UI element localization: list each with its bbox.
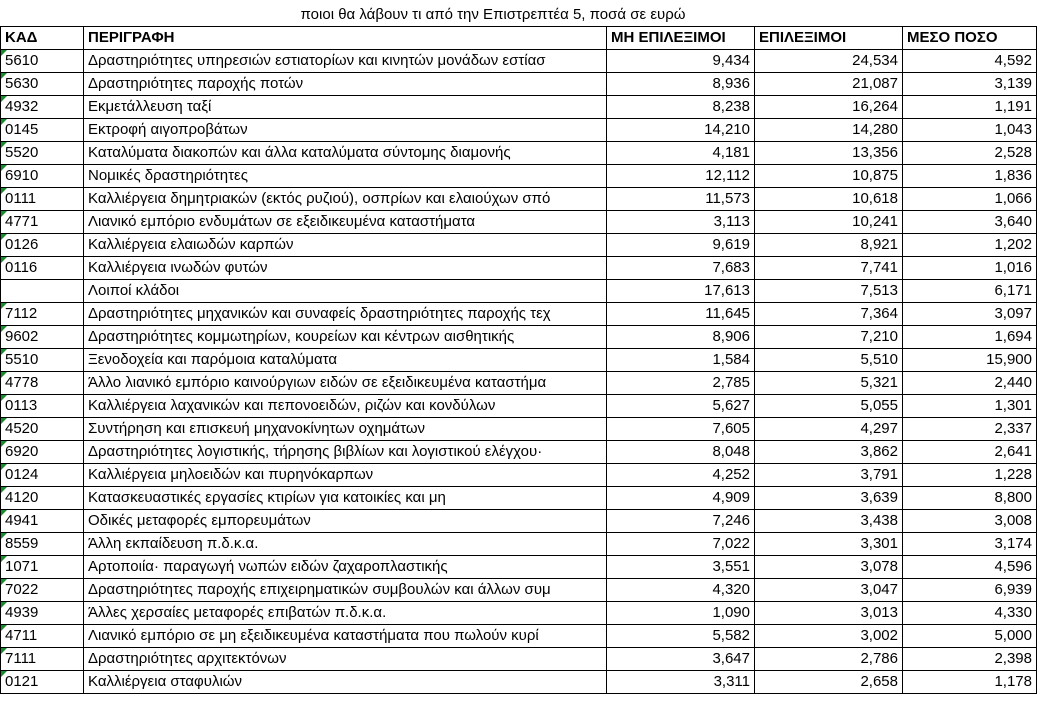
cell-eligible[interactable]: 3,002 [755,625,903,648]
cell-avg-amount[interactable]: 2,337 [903,418,1037,441]
cell-kad-text: 0121 [5,673,39,690]
cell-not-eligible[interactable]: 3,647 [607,648,755,671]
cell-not-eligible[interactable]: 4,181 [607,142,755,165]
cell-description[interactable]: Δραστηριότητες μηχανικών και συναφείς δραστηριότητες παροχής τεχ [84,303,607,326]
cell-kad[interactable] [1,395,84,418]
cell-eligible[interactable]: 3,438 [755,510,903,533]
cell-kad[interactable] [1,96,84,119]
number-as-text-indicator-icon [1,165,7,171]
number-as-text-indicator-icon [1,96,7,102]
cell-not-eligible[interactable]: 1,584 [607,349,755,372]
cell-description[interactable]: Συντήρηση και επισκευή μηχανοκίνητων οχημάτων [84,418,607,441]
number-as-text-indicator-icon [1,142,7,148]
cell-not-eligible[interactable]: 3,311 [607,671,755,694]
cell-kad-text: 5630 [5,75,39,92]
cell-not-eligible[interactable]: 8,048 [607,441,755,464]
cell-kad[interactable] [1,648,84,671]
cell-not-eligible[interactable]: 4,909 [607,487,755,510]
number-as-text-indicator-icon [1,487,7,493]
cell-avg-amount[interactable]: 1,228 [903,464,1037,487]
number-as-text-indicator-icon [1,303,7,309]
cell-kad[interactable] [1,625,84,648]
cell-not-eligible[interactable]: 17,613 [607,280,755,303]
table-row [1,349,1037,372]
cell-eligible[interactable]: 10,875 [755,165,903,188]
cell-avg-amount[interactable]: 1,202 [903,234,1037,257]
cell-avg-amount[interactable]: 2,440 [903,372,1037,395]
table-row [1,533,1037,556]
cell-avg-amount[interactable]: 3,139 [903,73,1037,96]
cell-kad[interactable] [1,533,84,556]
cell-eligible[interactable]: 3,013 [755,602,903,625]
table-row [1,510,1037,533]
cell-avg-amount[interactable]: 8,800 [903,487,1037,510]
cell-description[interactable]: Λιανικό εμπόριο ενδυμάτων σε εξειδικευμένα καταστήματα [84,211,607,234]
cell-eligible[interactable]: 21,087 [755,73,903,96]
cell-description[interactable]: Ξενοδοχεία και παρόμοια καταλύματα [84,349,607,372]
cell-kad-text: 1071 [5,558,39,575]
cell-eligible[interactable]: 3,301 [755,533,903,556]
cell-not-eligible[interactable]: 4,320 [607,579,755,602]
header-avg-amount[interactable]: ΜΕΣΟ ΠΟΣΟ [903,27,1037,50]
header-not-eligible[interactable]: ΜΗ ΕΠΙΛΕΞΙΜΟΙ [607,27,755,50]
cell-avg-amount[interactable]: 6,939 [903,579,1037,602]
cell-avg-amount[interactable]: 3,174 [903,533,1037,556]
cell-kad[interactable] [1,73,84,96]
cell-eligible[interactable]: 3,639 [755,487,903,510]
table-row [1,556,1037,579]
cell-eligible[interactable]: 10,618 [755,188,903,211]
cell-kad[interactable] [1,671,84,694]
number-as-text-indicator-icon [1,602,7,608]
cell-eligible[interactable]: 3,791 [755,464,903,487]
cell-eligible[interactable]: 3,078 [755,556,903,579]
table-row [1,303,1037,326]
cell-kad-text: 4932 [5,98,39,115]
number-as-text-indicator-icon [1,648,7,654]
cell-not-eligible[interactable]: 3,113 [607,211,755,234]
cell-description[interactable]: Εκτροφή αιγοπροβάτων [84,119,607,142]
cell-kad[interactable] [1,349,84,372]
cell-description[interactable]: Αρτοποιία· παραγωγή νωπών ειδών ζαχαροπλαστικής [84,556,607,579]
cell-avg-amount[interactable]: 4,592 [903,50,1037,73]
table-row [1,142,1037,165]
cell-kad-text: 4941 [5,512,39,529]
cell-kad-text: 0145 [5,121,39,138]
cell-kad[interactable] [1,510,84,533]
cell-kad-text: 5610 [5,52,39,69]
cell-kad-text: 9602 [5,328,39,345]
number-as-text-indicator-icon [1,188,7,194]
cell-not-eligible[interactable]: 3,551 [607,556,755,579]
number-as-text-indicator-icon [1,533,7,539]
cell-avg-amount[interactable]: 1,178 [903,671,1037,694]
table-row [1,464,1037,487]
table-row [1,188,1037,211]
cell-kad-text: 4120 [5,489,39,506]
header-description[interactable]: ΠΕΡΙΓΡΑΦΗ [84,27,607,50]
table-row [1,234,1037,257]
cell-eligible[interactable]: 3,862 [755,441,903,464]
cell-kad-text: 6910 [5,167,39,184]
cell-avg-amount[interactable]: 2,528 [903,142,1037,165]
cell-description[interactable]: Καλλιέργεια δημητριακών (εκτός ρυζιού), οσπρίων και ελαιούχων σπό [84,188,607,211]
cell-avg-amount[interactable]: 3,008 [903,510,1037,533]
cell-avg-amount[interactable]: 4,596 [903,556,1037,579]
number-as-text-indicator-icon [1,50,7,56]
cell-kad-text: 0124 [5,466,39,483]
table-row [1,73,1037,96]
cell-description[interactable]: Κατασκευαστικές εργασίες κτιρίων για κατοικίες και μη [84,487,607,510]
cell-eligible[interactable]: 7,210 [755,326,903,349]
cell-eligible[interactable]: 7,513 [755,280,903,303]
cell-eligible[interactable]: 10,241 [755,211,903,234]
cell-avg-amount[interactable]: 6,171 [903,280,1037,303]
cell-avg-amount[interactable]: 1,694 [903,326,1037,349]
cell-description[interactable]: Εκμετάλλευση ταξί [84,96,607,119]
cell-kad[interactable] [1,234,84,257]
cell-eligible[interactable]: 2,658 [755,671,903,694]
cell-kad[interactable] [1,280,84,303]
cell-avg-amount[interactable]: 1,043 [903,119,1037,142]
number-as-text-indicator-icon [1,211,7,217]
cell-avg-amount[interactable]: 2,641 [903,441,1037,464]
number-as-text-indicator-icon [1,395,7,401]
table-row [1,372,1037,395]
cell-description[interactable]: Άλλο λιανικό εμπόριο καινούργιων ειδών σε εξειδικευμένα καταστήμα [84,372,607,395]
cell-avg-amount[interactable]: 1,016 [903,257,1037,280]
cell-not-eligible[interactable]: 8,906 [607,326,755,349]
table-row [1,487,1037,510]
cell-description[interactable]: Δραστηριότητες αρχιτεκτόνων [84,648,607,671]
cell-eligible[interactable]: 8,921 [755,234,903,257]
cell-description[interactable]: Δραστηριότητες παροχής ποτών [84,73,607,96]
cell-description[interactable]: Καλλιέργεια ινωδών φυτών [84,257,607,280]
cell-kad-text: 8559 [5,535,39,552]
number-as-text-indicator-icon [1,579,7,585]
cell-kad-text: 7022 [5,581,39,598]
table-row [1,395,1037,418]
cell-description[interactable]: Νομικές δραστηριότητες [84,165,607,188]
cell-kad-text: 4711 [5,627,38,644]
cell-not-eligible[interactable]: 4,252 [607,464,755,487]
cell-kad[interactable] [1,602,84,625]
cell-eligible[interactable]: 2,786 [755,648,903,671]
cell-not-eligible[interactable]: 7,605 [607,418,755,441]
cell-eligible[interactable]: 5,321 [755,372,903,395]
cell-kad-text: 0111 [5,190,37,207]
cell-description[interactable]: Άλλη εκπαίδευση π.δ.κ.α. [84,533,607,556]
cell-kad-text: 5520 [5,144,39,161]
cell-not-eligible[interactable]: 8,936 [607,73,755,96]
cell-not-eligible[interactable]: 11,573 [607,188,755,211]
cell-not-eligible[interactable]: 12,112 [607,165,755,188]
cell-kad-text: 4939 [5,604,39,621]
number-as-text-indicator-icon [1,418,7,424]
cell-kad[interactable] [1,119,84,142]
cell-description[interactable]: Άλλες χερσαίες μεταφορές επιβατών π.δ.κ.α. [84,602,607,625]
cell-not-eligible[interactable]: 5,582 [607,625,755,648]
table-row [1,50,1037,73]
number-as-text-indicator-icon [1,349,7,355]
cell-description[interactable]: Δραστηριότητες λογιστικής, τήρησης βιβλίων και λογιστικού ελέγχου· [84,441,607,464]
cell-kad-text: 7112 [5,305,38,322]
cell-kad[interactable] [1,165,84,188]
table-row [1,625,1037,648]
cell-kad[interactable] [1,257,84,280]
cell-not-eligible[interactable]: 8,238 [607,96,755,119]
cell-avg-amount[interactable]: 1,191 [903,96,1037,119]
table-row [1,211,1037,234]
cell-avg-amount[interactable]: 5,000 [903,625,1037,648]
table-row [1,119,1037,142]
number-as-text-indicator-icon [1,372,7,378]
header-row [1,27,1037,50]
cell-kad[interactable] [1,372,84,395]
cell-not-eligible[interactable]: 5,627 [607,395,755,418]
number-as-text-indicator-icon [1,441,7,447]
cell-description[interactable]: Λοιποί κλάδοι [84,280,607,303]
cell-kad-text: 6920 [5,443,39,460]
cell-kad[interactable] [1,464,84,487]
cell-avg-amount[interactable]: 4,330 [903,602,1037,625]
number-as-text-indicator-icon [1,119,7,125]
table-row [1,579,1037,602]
sheet-title: ποιοι θα λάβουν τι από την Επιστρεπτέα 5, ποσά σε ευρώ [300,6,686,23]
cell-kad[interactable] [1,142,84,165]
cell-kad[interactable] [1,487,84,510]
cell-kad-text: 4520 [5,420,39,437]
table-row [1,648,1037,671]
number-as-text-indicator-icon [1,671,7,677]
cell-avg-amount[interactable]: 1,066 [903,188,1037,211]
cell-description[interactable]: Οδικές μεταφορές εμπορευμάτων [84,510,607,533]
cell-not-eligible[interactable]: 9,434 [607,50,755,73]
cell-eligible[interactable]: 14,280 [755,119,903,142]
cell-eligible[interactable]: 7,364 [755,303,903,326]
table-row [1,257,1037,280]
cell-eligible[interactable]: 3,047 [755,579,903,602]
number-as-text-indicator-icon [1,510,7,516]
cell-avg-amount[interactable]: 1,836 [903,165,1037,188]
cell-kad-text: 0113 [5,397,38,414]
cell-description[interactable]: Καταλύματα διακοπών και άλλα καταλύματα σύντομης διαμονής [84,142,607,165]
header-eligible[interactable]: ΕΠΙΛΕΞΙΜΟΙ [755,27,903,50]
cell-description[interactable]: Καλλιέργεια σταφυλιών [84,671,607,694]
number-as-text-indicator-icon [1,464,7,470]
data-table [0,26,1037,694]
cell-kad[interactable] [1,188,84,211]
cell-eligible[interactable]: 13,356 [755,142,903,165]
cell-description[interactable]: Δραστηριότητες κομμωτηρίων, κουρείων και κέντρων αισθητικής [84,326,607,349]
table-row [1,441,1037,464]
cell-kad[interactable] [1,303,84,326]
cell-description[interactable]: Λιανικό εμπόριο σε μη εξειδικευμένα καταστήματα που πωλούν κυρί [84,625,607,648]
cell-kad-text: 0126 [5,236,39,253]
cell-description[interactable]: Δραστηριότητες παροχής επιχειρηματικών συμβουλών και άλλων συμ [84,579,607,602]
cell-avg-amount[interactable]: 3,097 [903,303,1037,326]
cell-kad[interactable] [1,50,84,73]
number-as-text-indicator-icon [1,73,7,79]
cell-eligible[interactable]: 7,741 [755,257,903,280]
number-as-text-indicator-icon [1,234,7,240]
cell-not-eligible[interactable]: 11,645 [607,303,755,326]
cell-description[interactable]: Δραστηριότητες υπηρεσιών εστιατορίων και κινητών μονάδων εστίασ [84,50,607,73]
cell-eligible[interactable]: 24,534 [755,50,903,73]
number-as-text-indicator-icon [1,257,7,263]
cell-not-eligible[interactable]: 2,785 [607,372,755,395]
cell-avg-amount[interactable]: 15,900 [903,349,1037,372]
cell-eligible[interactable]: 16,264 [755,96,903,119]
number-as-text-indicator-icon [1,326,7,332]
cell-avg-amount[interactable]: 2,398 [903,648,1037,671]
table-row [1,418,1037,441]
cell-kad[interactable] [1,326,84,349]
table-row [1,671,1037,694]
cell-kad-text: 4771 [5,213,39,230]
header-kad[interactable]: ΚΑΔ [1,27,84,50]
cell-kad[interactable] [1,418,84,441]
cell-description[interactable]: Καλλιέργεια λαχανικών και πεπονοειδών, ριζών και κονδύλων [84,395,607,418]
cell-kad-text: 4778 [5,374,39,391]
cell-not-eligible[interactable]: 9,619 [607,234,755,257]
table-row [1,326,1037,349]
table-row [1,280,1037,303]
cell-kad-text: 5510 [5,351,39,368]
cell-kad-text: 0116 [5,259,38,276]
table-row [1,602,1037,625]
cell-kad-text: 7111 [5,650,37,667]
number-as-text-indicator-icon [1,556,7,562]
cell-kad[interactable] [1,579,84,602]
cell-avg-amount[interactable]: 1,301 [903,395,1037,418]
cell-eligible[interactable]: 4,297 [755,418,903,441]
cell-not-eligible[interactable]: 7,022 [607,533,755,556]
cell-avg-amount[interactable]: 3,640 [903,211,1037,234]
cell-eligible[interactable]: 5,510 [755,349,903,372]
cell-kad[interactable] [1,441,84,464]
table-row [1,96,1037,119]
cell-eligible[interactable]: 5,055 [755,395,903,418]
table-row [1,165,1037,188]
cell-description[interactable]: Καλλιέργεια μηλοειδών και πυρηνόκαρπων [84,464,607,487]
number-as-text-indicator-icon [1,625,7,631]
cell-not-eligible[interactable]: 7,246 [607,510,755,533]
table-body [1,50,1037,694]
cell-kad[interactable] [1,556,84,579]
cell-not-eligible[interactable]: 14,210 [607,119,755,142]
cell-kad[interactable] [1,211,84,234]
cell-description[interactable]: Καλλιέργεια ελαιωδών καρπών [84,234,607,257]
cell-not-eligible[interactable]: 7,683 [607,257,755,280]
cell-not-eligible[interactable]: 1,090 [607,602,755,625]
